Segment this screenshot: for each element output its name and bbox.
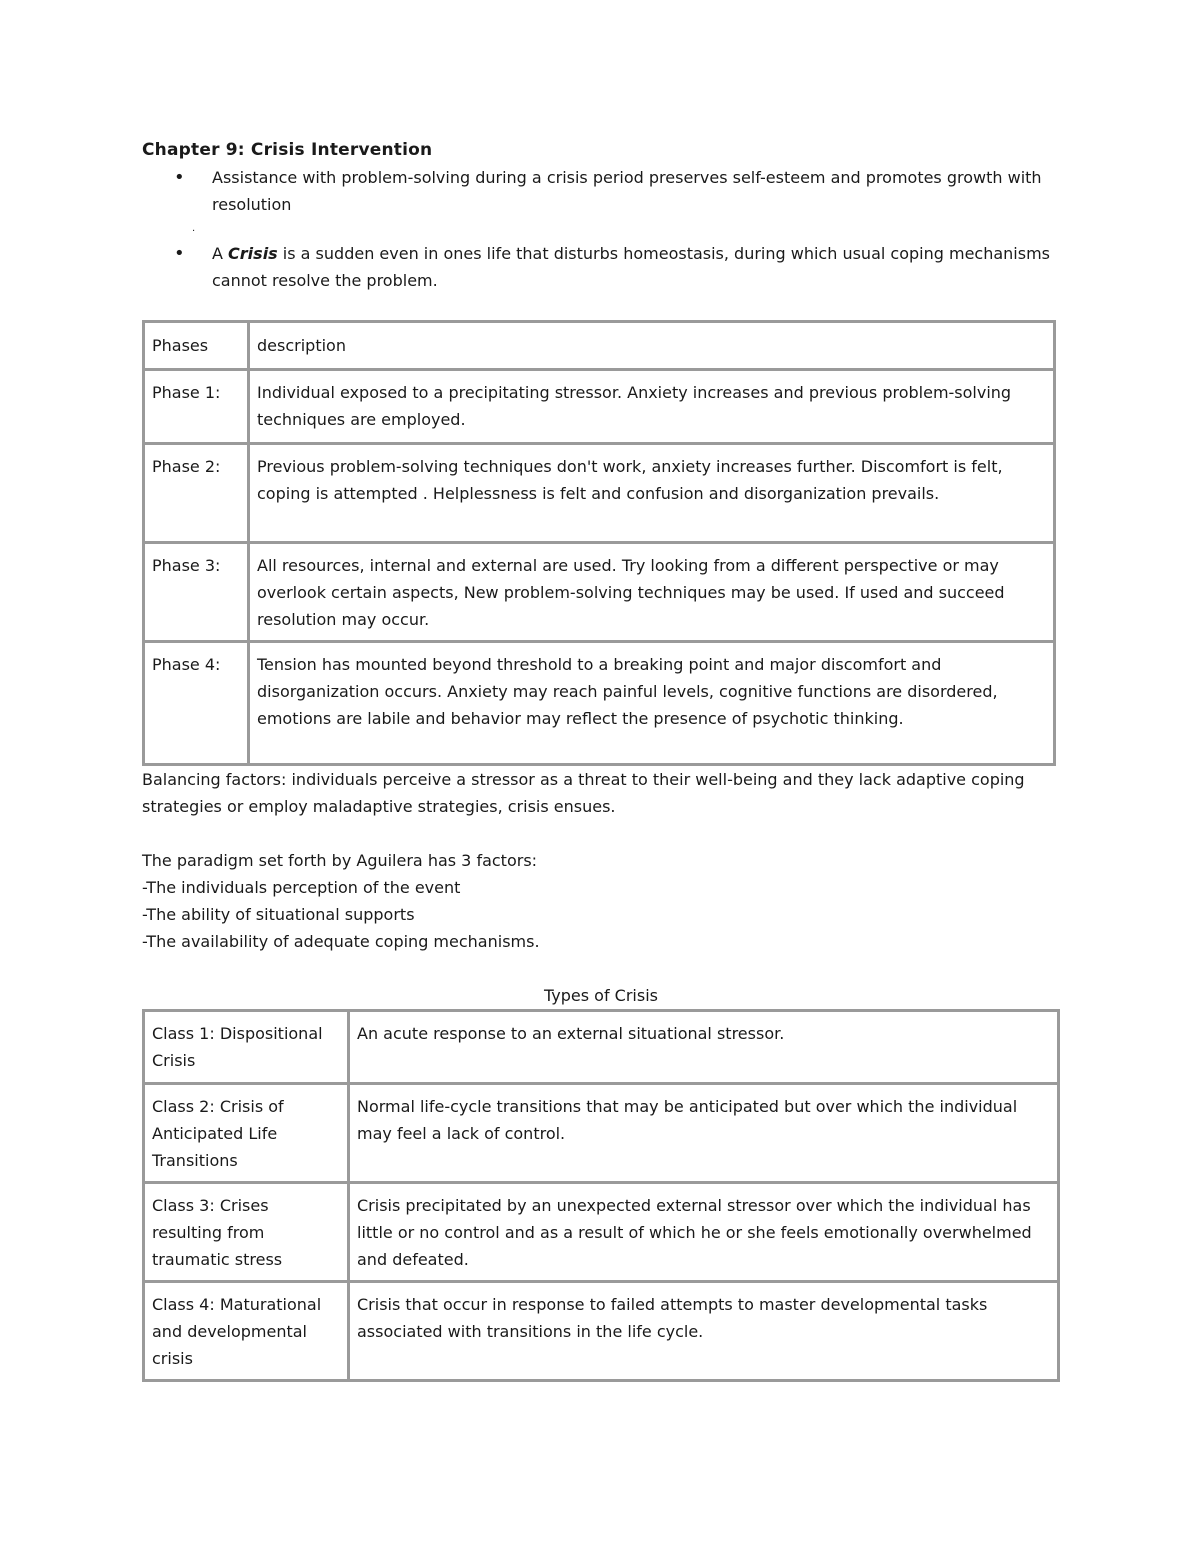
table-row — [144, 1183, 1059, 1282]
header-description: description — [249, 322, 1055, 370]
table-row — [144, 370, 1055, 444]
table-row — [144, 1084, 1059, 1183]
paradigm-intro: The paradigm set forth by Aguilera has 3 factors: — [142, 851, 538, 870]
crisis-class: Class 1: Dispositional Crisis — [144, 1011, 349, 1084]
phase-label: Phase 3: — [144, 543, 249, 642]
crisis-def-prefix: A — [212, 244, 223, 263]
crisis-class: Class 3: Crises resulting from traumatic stress — [144, 1183, 349, 1282]
paradigm-factor: -The availability of adequate coping mechanisms. — [142, 932, 540, 951]
document-content — [142, 140, 1060, 1382]
crisis-class-description: Crisis that occur in response to failed attempts to master developmental tasks associated with transitions in the life cycle. — [349, 1282, 1059, 1381]
table-row — [144, 1011, 1059, 1084]
crisis-class-description: Crisis precipitated by an unexpected external stressor over which the individual has little or no control and as a result of which he or she feels emotionally overwhelmed and defeated. — [349, 1183, 1059, 1282]
phase-description: Individual exposed to a precipitating stressor. Anxiety increases and previous problem-solving techniques are employed. — [249, 370, 1055, 444]
crisis-term: Crisis — [228, 244, 278, 263]
table-row — [144, 444, 1055, 543]
types-of-crisis-heading: Types of Crisis — [544, 986, 658, 1005]
crisis-types-table — [142, 1009, 1060, 1382]
page-title: Chapter 9: Crisis Intervention — [142, 140, 433, 160]
phase-description: Previous problem-solving techniques don't work, anxiety increases further. Discomfort is felt, coping is attempted . Helplessness is felt and confusion and disorganization prevails. — [249, 444, 1055, 543]
paradigm-factor: -The individuals perception of the event — [142, 878, 461, 897]
table-row — [144, 642, 1055, 765]
balancing-factors-paragraph: Balancing factors: individuals perceive a stressor as a threat to their well-being and they lack adaptive coping strategies or employ maladaptive strategies, crisis ensues. — [142, 770, 1025, 816]
crisis-class-description: Normal life-cycle transitions that may be anticipated but over which the individual may feel a lack of control. — [349, 1084, 1059, 1183]
table-row — [144, 543, 1055, 642]
phase-description: Tension has mounted beyond threshold to a breaking point and major discomfort and disorganization occurs. Anxiety may reach painful levels, cognitive functions are disordered, emotions are labile and behavior may reflect the presence of psychotic thinking. — [249, 642, 1055, 765]
crisis-class-description: An acute response to an external situational stressor. — [349, 1011, 1059, 1084]
crisis-def-rest: is a sudden even in ones life that disturbs homeostasis, during which usual coping mechanisms cannot resolve the problem. — [212, 244, 1050, 290]
aguilera-paradigm — [142, 847, 1060, 955]
crisis-class: Class 2: Crisis of Anticipated Life Transitions — [144, 1084, 349, 1183]
stray-period: . — [192, 223, 196, 234]
header-phases: Phases — [144, 322, 249, 370]
phase-label: Phase 4: — [144, 642, 249, 765]
phase-description: All resources, internal and external are used. Try looking from a different perspective or may overlook certain aspects, New problem-solving techniques may be used. If used and succeed resolution may occur. — [249, 543, 1055, 642]
bullet-problem-solving: • Assistance with problem-solving during a crisis period preserves self-esteem and promotes growth with resolution — [212, 164, 1060, 218]
phase-label: Phase 2: — [144, 444, 249, 543]
phase-label: Phase 1: — [144, 370, 249, 444]
bullet-crisis-definition — [212, 240, 1060, 294]
phases-table-header — [144, 322, 1055, 370]
phases-table — [142, 320, 1056, 766]
paradigm-factor: -The ability of situational supports — [142, 905, 415, 924]
table-row — [144, 1282, 1059, 1381]
intro-bullet-list — [142, 164, 1060, 294]
crisis-class: Class 4: Maturational and developmental crisis — [144, 1282, 349, 1381]
